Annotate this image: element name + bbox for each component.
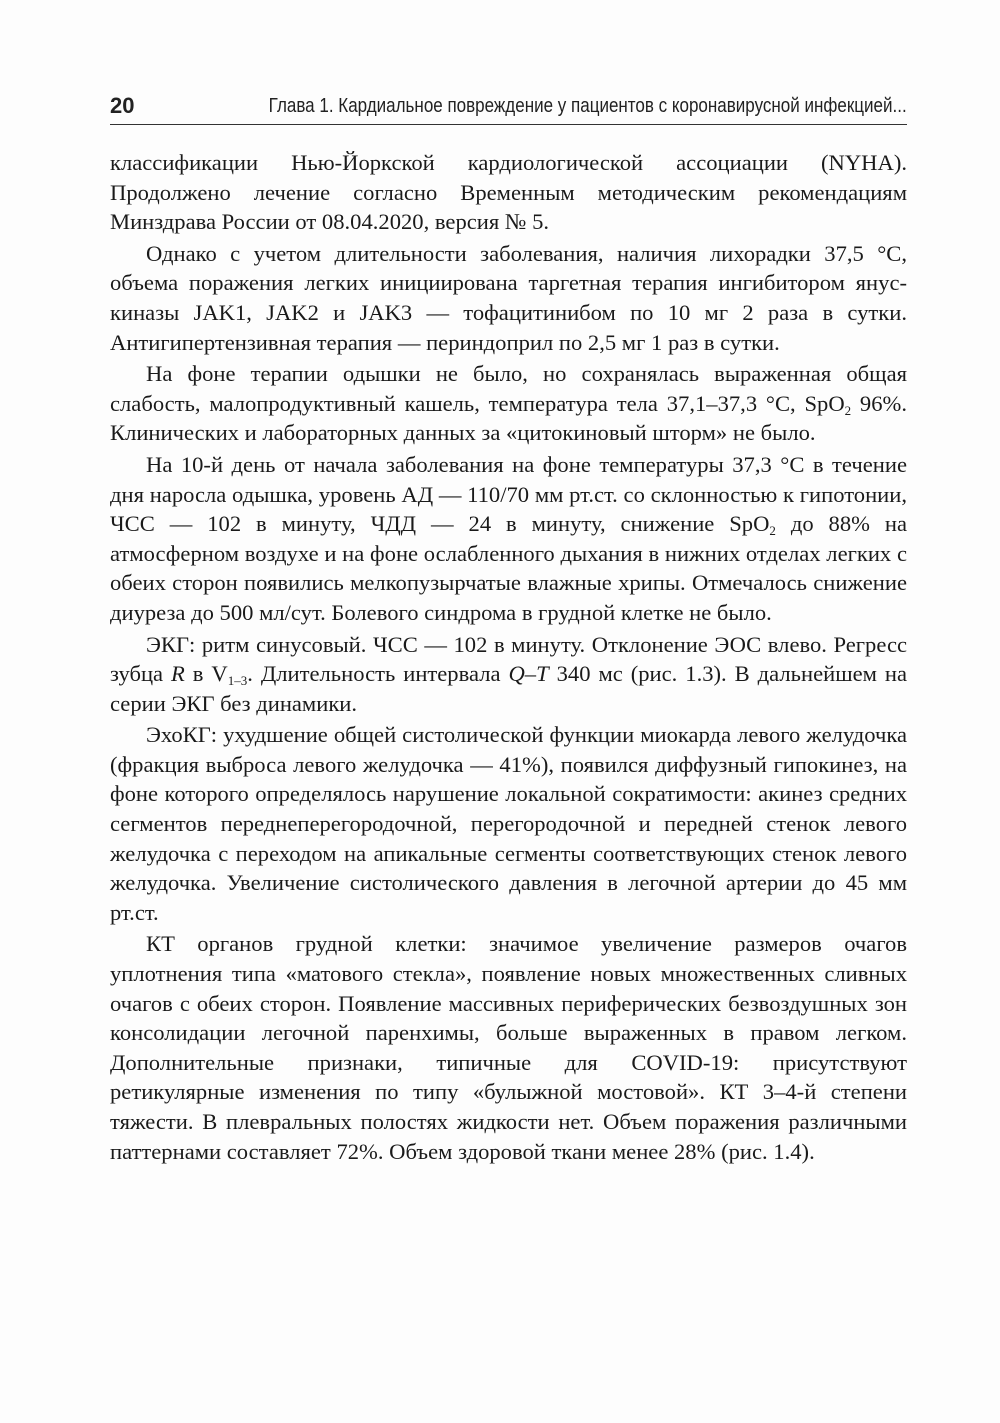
subscript: 2 (769, 523, 776, 539)
page-header (110, 92, 907, 125)
paragraph-ct: КТ органов грудной клетки: значимое увеличение размеров очагов уплотнения типа «матового стекла», появление новых множественных сливных очагов с обеих сторон. Появление массивных периферических безвоздушных зон консолидации легочной паренхимы, больше выраженных в правом легком. Дополнительные признаки, типичные для COVID-19: присутствуют ретикулярные изменения по типу «булыжной мостовой». КТ 3–4-й степени тяжести. В плевральных полостях жидкости нет. Объем поражения различными паттернами составляет 72%. Объем здоровой ткани менее 28% (рис. 1.4). (110, 931, 907, 1164)
subscript: 2 (844, 402, 852, 418)
subscript: 1–3 (227, 673, 248, 689)
text-segment: На фоне терапии одышки не было, но сохранялась выраженная общая слабость, малопродуктивный кашель, температура тела 37,1–37,3 °С, SpO (110, 361, 907, 416)
text-segment: На 10-й день от начала заболевания на фоне температуры 37,3 °С в течение дня наросла одышка, уровень АД — 110/70 мм рт.ст. со склонностью к гипотонии, ЧСС — 102 в минуту, ЧДД — 24 в минуту, снижение SpO (110, 451, 907, 537)
italic-r: R (171, 661, 185, 687)
paragraph-day-10 (110, 450, 907, 628)
italic-qt: Q–T (508, 661, 549, 687)
text-segment: . Длительность интервала (247, 661, 509, 687)
text-segment: 96%. Клинических и лабораторных данных за «цитокиновый шторм» не было. (110, 390, 907, 446)
running-title: Глава 1. Кардиальное повреждение у пациентов с коронавирусной инфекцией... (268, 94, 907, 117)
paragraph-therapy-background (110, 359, 907, 448)
text-segment: в V (184, 661, 228, 687)
text-segment: 340 мс (рис. 1.3). В дальнейшем на серии ЭКГ без динамики. (110, 661, 907, 716)
paragraph-echocg: ЭхоКГ: ухудшение общей систолической функции миокарда левого желудочка (фракция выброса левого желудочка — 41%), появился диффузный гипокинез, на фоне которого определялось нарушение локальной сократимости: акинез средних сегментов переднеперегородочной, перегородочной и передней стенок левого желудочка с переходом на апикальные сегменты соответствующих стенок левого желудочка. Увеличение систолического давления в легочной артерии до 45 мм рт.ст. (110, 722, 907, 925)
page-number: 20 (110, 93, 135, 118)
text-segment: ЭКГ: ритм синусовый. ЧСС — 102 в минуту. Отклонение ЭОС влево. Регресс зубца (110, 631, 907, 687)
paragraph-ecg (110, 630, 907, 719)
body-text (110, 148, 907, 1168)
paragraph-targeted-therapy: Однако с учетом длительности заболевания, наличия лихорадки 37,5 °С, объема поражения легких инициирована таргетная терапия ингибитором янус-киназы JAK1, JAK2 и JAK3 — тофацитинибом по 10 мг 2 раза в сутки. Антигипертензивная терапия — периндоприл по 2,5 мг 1 раз в сутки. (110, 240, 907, 355)
text-segment: до 88% на атмосферном воздухе и на фоне ослабленного дыхания в нижних отделах легких с обеих сторон появились мелкопузырчатые влажные хрипы. Отмечалось снижение диуреза до 500 мл/сут. Болевого синдрома в грудной клетке не было. (110, 511, 907, 625)
paragraph-nyha: классификации Нью-Йоркской кардиологической ассоциации (NYHA). Продолжено лечение согласно Временным методическим рекомендациям Минздрава России от 08.04.2020, версия № 5. (110, 150, 907, 235)
